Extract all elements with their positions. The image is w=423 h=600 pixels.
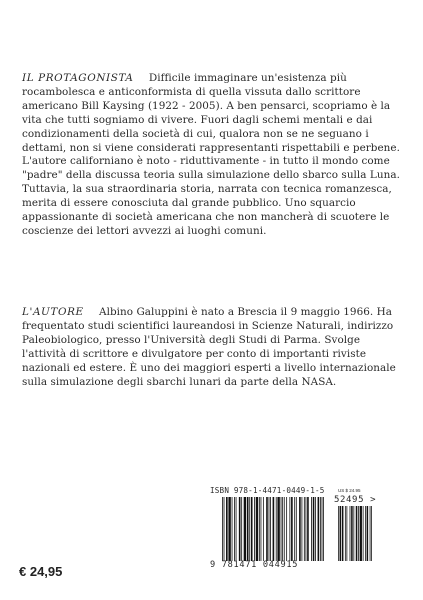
barcode-bar [266,497,268,561]
barcode-addon-number: 52495 > [334,495,377,505]
barcode-bar [323,497,324,561]
barcode-bar [342,506,344,561]
barcode-bar [371,506,372,561]
barcode-bar [320,497,321,561]
barcode-bar [338,506,339,561]
barcode-bar [291,497,293,561]
barcode-bar [296,497,297,561]
barcode-bar [282,497,283,561]
barcode-bar [311,497,312,561]
barcode-bar [284,497,285,561]
barcode [210,486,388,576]
barcode-bar [236,497,237,561]
barcode-bar [222,497,223,561]
barcode-bar [315,497,316,561]
barcode-bars [222,497,324,561]
barcode-bar [304,497,305,561]
barcode-bar [244,497,246,561]
author-text: Albino Galuppini è nato a Brescia il 9 maggio 1966. Ha frequentato studi scientifici laureandosi in Scienze Naturali, indirizzo Paleobiologico, presso l'Università degli Studi di Parma. Svolge l'attività di scrittore e divulgatore per conto di importanti riviste nazionali ed estere. È uno dei maggiori esperti a livello internazionale sulla simulazione degli sbarchi lunari da parte della NASA. [22,306,396,388]
barcode-bar [254,497,255,561]
barcode-bar [270,497,271,561]
barcode-bar [347,506,348,561]
cover-price: € 24,95 [19,564,63,579]
author-section [22,306,404,389]
barcode-bar [299,497,301,561]
barcode-price-code: US $ 24.95 [338,488,361,493]
barcode-bar [356,506,358,561]
barcode-bar [277,497,279,561]
barcode-bar [224,497,225,561]
barcode-bar [226,497,228,561]
barcode-bar [340,506,342,561]
barcode-addon-bars [338,506,372,561]
barcode-bar [241,497,242,561]
barcode-bar [307,497,309,561]
barcode-bar [263,497,264,561]
barcode-bar [322,497,323,561]
barcode-bar [353,506,354,561]
barcode-bar [249,497,250,561]
barcode-bar [370,506,371,561]
isbn-number: ISBN 978-1-4471-0449-1-5 [210,486,325,495]
barcode-bar [318,497,320,561]
barcode-bar [363,506,364,561]
barcode-bar [234,497,235,561]
barcode-bar [261,497,262,561]
barcode-bar [269,497,270,561]
barcode-digits: 9 781471 044915 [210,560,299,570]
barcode-bar [247,497,249,561]
barcode-bar [259,497,260,561]
protagonist-section [22,72,404,239]
barcode-bar [273,497,275,561]
barcode-bar [350,506,351,561]
barcode-bar [239,497,241,561]
author-label: L'AUTORE [22,306,84,318]
barcode-bar [251,497,253,561]
barcode-bar [228,497,230,561]
barcode-bar [351,506,353,561]
barcode-bar [256,497,258,561]
barcode-bar [289,497,290,561]
barcode-bar [232,497,233,561]
barcode-bar [276,497,277,561]
barcode-bar [365,506,366,561]
barcode-bar [358,506,359,561]
barcode-bar [367,506,369,561]
barcode-bar [313,497,315,561]
barcode-bar [306,497,307,561]
barcode-bar [302,497,303,561]
barcode-bar [360,506,362,561]
barcode-bar [281,497,282,561]
protagonist-label: IL PROTAGONISTA [22,72,134,84]
barcode-bar [294,497,295,561]
barcode-bar [286,497,287,561]
protagonist-text: Difficile immaginare un'esistenza più rocambolesca e anticonformista di quella vissuta dallo scrittore americano Bill Kaysing (1922 - 2005). A ben pensarci, scopriamo è la vita che tutti sogniamo di vivere. Fuori dagli schemi mentali e dai condizionamenti della società di cui, qualora non se ne seguano i dettami, non si viene considerati rappresentanti rispettabili e perbene. L'autore californiano è noto - riduttivamente - in tutto il mondo come "padre" della discussa teoria sulla simulazione dello sbarco sulla Luna. Tuttavia, la sua straordinaria storia, narrata con tecnica romanzesca, merita di essere conosciuta dal grande pubblico. Uno squarcio appassionante di società americana che non mancherà di scuotere le coscienze dei lettori avvezzi ai luoghi comuni. [22,72,400,237]
barcode-bar [345,506,346,561]
